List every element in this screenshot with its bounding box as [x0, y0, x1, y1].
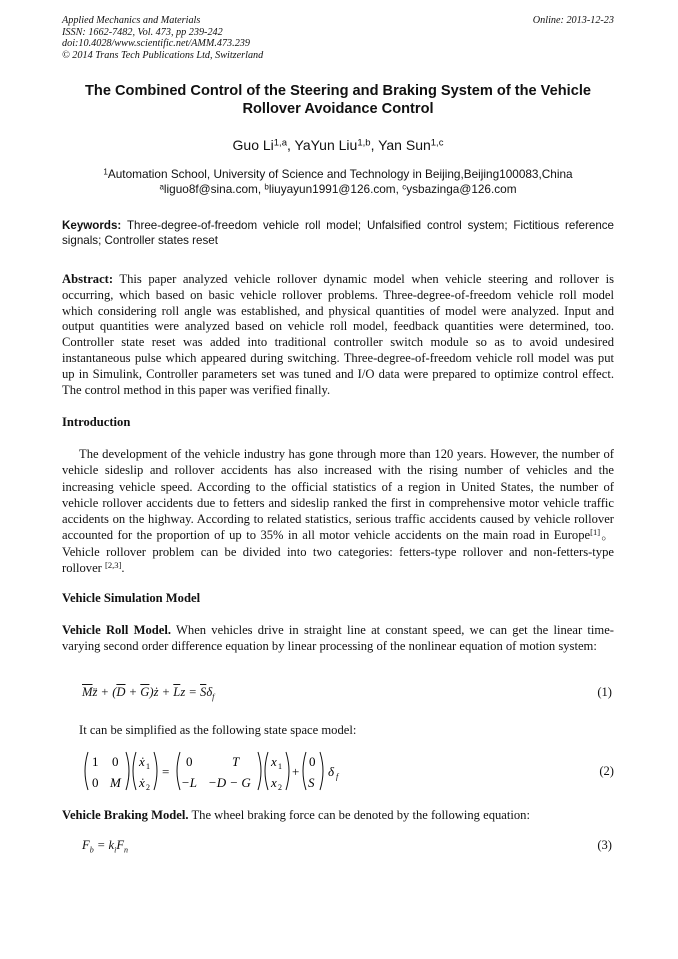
email-mark: c: [402, 182, 407, 192]
equation-2-matrix-expression: [80, 746, 380, 796]
svg-text:δ: δ: [328, 764, 335, 779]
svg-text:x: x: [271, 775, 277, 790]
online-date: Online: 2013-12-23: [532, 15, 614, 26]
citation-ref[interactable]: [2,3]: [105, 560, 122, 571]
journal-header: [62, 15, 614, 61]
email-link[interactable]: liguo8f@sina.com: [163, 182, 258, 196]
author-affil-mark: 1,a: [273, 137, 287, 149]
email-link[interactable]: ysbazinga@126.com: [406, 182, 517, 196]
keywords-label: Keywords:: [62, 219, 122, 232]
state-space-intro: It can be simplified as the following state space model:: [79, 723, 357, 737]
email-mark: a: [159, 182, 164, 192]
svg-text:ẋ: ẋ: [139, 775, 145, 790]
roll-model-label: Vehicle Roll Model.: [62, 623, 171, 637]
svg-text:x: x: [271, 754, 277, 769]
svg-text:1: 1: [146, 762, 150, 771]
equation-2: [80, 746, 614, 796]
svg-text:0: 0: [112, 754, 119, 769]
email-line: $^a$liguo8f@sina.com, $^b$liuyayun1991@126.com, $^c$ysbazinga@126.com: [159, 182, 517, 196]
braking-model-paragraph: [62, 807, 614, 823]
svg-text:ẋ: ẋ: [139, 754, 145, 769]
svg-text:M: M: [110, 775, 121, 790]
citation-ref[interactable]: [1]: [590, 527, 601, 538]
equation-3-number: (3): [597, 838, 612, 852]
svg-text:0: 0: [186, 754, 193, 769]
author-name: Yan Sun: [378, 137, 431, 153]
author-name: YaYun Liu: [294, 137, 358, 153]
braking-model-label: Vehicle Braking Model.: [62, 808, 189, 822]
svg-text:1: 1: [92, 754, 99, 769]
svg-text:+: +: [292, 764, 300, 779]
section-heading-simulation: Vehicle Simulation Model: [62, 591, 201, 605]
svg-text:1: 1: [278, 762, 282, 771]
equation-3-expression: $F_b = k_iF_n$: [82, 838, 129, 855]
issn-line: ISSN: 1662-7482, Vol. 473, pp 239-242: [62, 26, 223, 38]
equation-3: [82, 838, 612, 855]
svg-text:0: 0: [92, 775, 99, 790]
intro-text: The development of the vehicle industry has gone through more than 120 years. However, the number of vehicle sideslip and rollover accidents has also increased with the rising number of vehicles and the increasing vehicle speed. According to the official statistics of a region in United States, the number of vehicle rollover accidents due to fetters and sideslip ranked the first in comprehensive motor vehicle traffic accidents on the highway. According to related statistics, serious traffic accidents caused by vehicle rollover accounted for the proportion of up to 35% in all motor vehicle accidents on the main road in Europe: [62, 447, 614, 543]
affiliation-block: [62, 167, 614, 197]
email-link[interactable]: liuyayun1991@126.com: [268, 182, 396, 196]
abstract-label: Abstract:: [62, 272, 114, 286]
equation-1: [82, 685, 612, 702]
svg-text:2: 2: [146, 783, 150, 792]
roll-model-paragraph: [62, 622, 614, 655]
keywords-text: Three-degree-of-freedom vehicle roll model; Unfalsified control system; Fictitious reference signals; Controller states reset: [62, 219, 615, 247]
affiliation-text: Automation School, University of Science and Technology in Beijing,Beijing100083,China: [107, 167, 573, 181]
equation-2-number: (2): [599, 764, 614, 778]
author-affil-mark: 1,c: [430, 137, 444, 149]
equation-1-number: (1): [597, 685, 612, 699]
email-mark: b: [264, 182, 269, 192]
svg-text:T: T: [232, 754, 240, 769]
svg-text:f: f: [336, 772, 339, 781]
doi-line: doi:10.4028/www.scientific.net/AMM.473.239: [62, 38, 250, 50]
braking-model-text: The wheel braking force can be denoted by the following equation:: [188, 808, 530, 822]
abstract-block: [62, 272, 614, 398]
keywords-block: [62, 219, 614, 248]
svg-text:=: =: [162, 764, 170, 779]
author-name: Guo Li: [232, 137, 274, 153]
affil-number: 1: [103, 167, 108, 177]
paper-title: The Combined Control of the Steering and Braking System of the Vehicle Rollover Avoidance Control: [85, 83, 591, 117]
svg-text:0: 0: [309, 754, 316, 769]
intro-text: 。Vehicle rollover problem can be divided into two categories: fetters-type rollover and non-fetters-type rollover: [62, 528, 614, 576]
svg-text:−L: −L: [181, 775, 198, 790]
equation-1-expression: $\overline{M}z̈ + (\overline{D}$ + $\overline{G})ż + \overline{L}z = \overline{S}\delta_f$: [82, 685, 215, 702]
introduction-paragraph: [62, 446, 614, 576]
svg-text:S: S: [308, 775, 315, 790]
author-affil-mark: 1,b: [357, 137, 371, 149]
intro-text: .: [121, 561, 125, 576]
svg-text:2: 2: [278, 783, 282, 792]
svg-text:−D − G: −D − G: [208, 775, 251, 790]
copyright-line: © 2014 Trans Tech Publications Ltd, Switzerland: [62, 49, 264, 61]
journal-name: Applied Mechanics and Materials: [62, 15, 201, 26]
section-heading-introduction: Introduction: [62, 415, 131, 429]
affiliation-line: [62, 167, 614, 182]
abstract-text: This paper analyzed vehicle rollover dynamic model when vehicle steering and rollover is occurring, which based on basic vehicle rollover problems. Three-degree-of-freedom vehicle roll model which considering roll angle was established, and physical quantities of model were analyzed. Input and output quantities were analyzed based on vehicle roll model, feedback quantities were determined, too. Controller state reset was added into traditional controller switch module so as to avoid undesired instantaneous pulse which appeared during switching. Three-degree-of-freedom vehicle roll model was put up in Simulink, Controller parameters set was tuned and I/O data were prepared to optimize control effect. The control method in this paper was verified finally.: [62, 272, 615, 397]
author-list: Guo Li$^{1,a}$, YaYun Liu$^{1,b}$, Yan Sun$^{1,c}$: [232, 137, 444, 153]
roll-model-text: When vehicles drive in straight line at constant speed, we can get the linear time-varying second order difference equation by linear processing of the nonlinear equation of motion system:: [62, 623, 614, 654]
